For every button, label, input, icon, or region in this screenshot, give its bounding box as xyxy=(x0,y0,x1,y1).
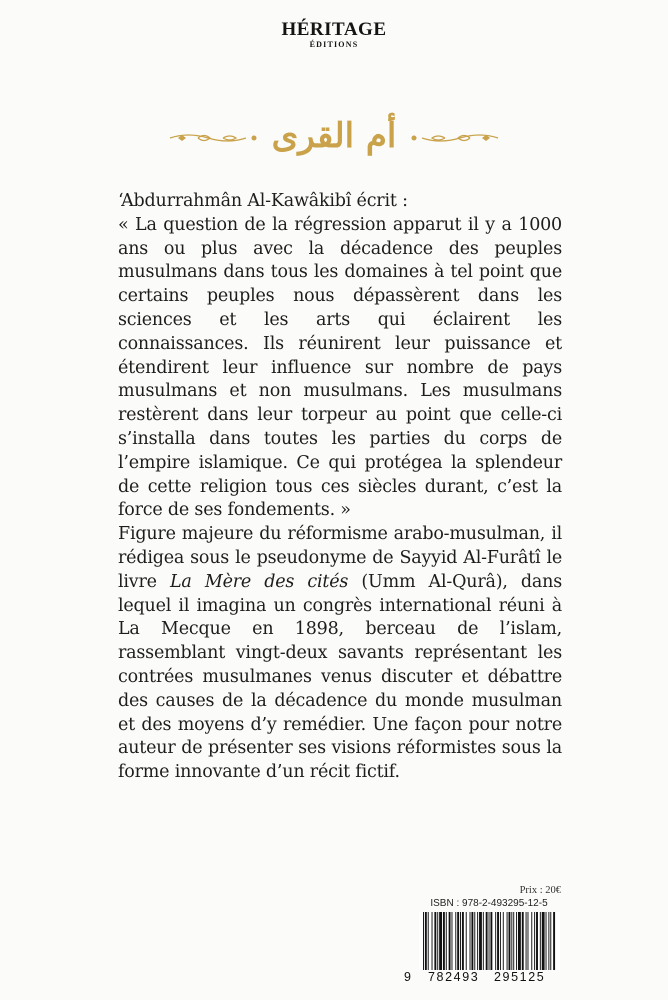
barcode-bar xyxy=(509,912,511,970)
barcode-bar xyxy=(437,912,438,970)
barcode-bar xyxy=(546,912,547,970)
description-end: (Umm Al-Qurâ), dans lequel il imagina un congrès international réuni à La Mecque en 1898, berceau de l’islam, rassemblant vingt-deux savants représentant les contrées musulmanes venus discuter et débattre des causes de la décadence du monde musulman et des moyens d’y remédier. Une façon pour notre auteur de présenter ses visions réformistes sous la forme innovante d’un récit fictif. xyxy=(118,571,562,783)
quote-paragraph: « La question de la régression apparut il y a 1000 ans ou plus avec la décadence des peuples musulmans dans tous les domaines à tel point que certains peuples nous dépassèrent dans les sciences et les arts qui éclairent les connaissances. Ils réunirent leur puissance et étendirent leur influence sur nombre de pays musulmans et non musulmans. Les musulmans restèrent dans leur torpeur au point que celle-ci s’installa dans toutes les parties du corps de l’empire islamique. Ce qui protégea la splendeur de cette religion tous ces siècles durant, c’est la force de ses fondements. » xyxy=(118,214,562,521)
barcode-bar xyxy=(550,912,551,970)
barcode-bar xyxy=(516,912,517,970)
barcode-bar xyxy=(553,912,555,970)
description-paragraph xyxy=(118,523,562,785)
barcode-bar xyxy=(452,912,453,970)
barcode-bar xyxy=(497,912,499,970)
barcode-bar xyxy=(486,912,488,970)
barcode-bar xyxy=(534,912,535,970)
book-title-italic: La Mère des cités xyxy=(170,571,349,592)
barcode-right-digits: 295125 xyxy=(494,970,546,984)
barcode-bar xyxy=(513,912,514,970)
publisher-logo xyxy=(0,20,668,50)
barcode-bar xyxy=(531,912,532,970)
right-flourish-icon xyxy=(408,130,500,146)
barcode-bar xyxy=(495,912,496,970)
title-ornament xyxy=(0,110,668,170)
barcode-bar xyxy=(470,912,471,970)
description-start: Figure majeure du réformisme arabo-musulman, il rédigea sous le pseudonyme de Sayyid Al-Furâtî le livre xyxy=(118,524,562,592)
barcode-bar xyxy=(449,912,451,970)
arabic-title: أم القرى xyxy=(271,116,397,156)
barcode-bar xyxy=(536,912,538,970)
publisher-subtitle: ÉDITIONS xyxy=(309,40,359,49)
barcode xyxy=(419,912,560,970)
price-label: Prix : 20€ xyxy=(519,885,561,896)
barcode-bar xyxy=(471,912,473,970)
isbn-label: ISBN : 978-2-493295-12-5 xyxy=(430,898,548,909)
barcode-bar xyxy=(457,912,459,970)
barcode-bar xyxy=(511,912,512,970)
barcode-bar xyxy=(428,912,429,970)
barcode-bar xyxy=(540,912,541,970)
barcode-left-digits: 782493 xyxy=(428,970,480,984)
barcode-bar xyxy=(483,912,484,970)
barcode-bar xyxy=(462,912,464,970)
barcode-bar xyxy=(432,912,433,970)
barcode-bar xyxy=(474,912,475,970)
barcode-bar xyxy=(522,912,524,970)
barcode-bar xyxy=(542,912,545,970)
barcode-bar xyxy=(434,912,436,970)
barcode-bar xyxy=(466,912,467,970)
barcode-bar xyxy=(446,912,447,970)
barcode-bar xyxy=(507,912,508,970)
intro-line: ‘Abdurrahmân Al-Kawâkibî écrit : xyxy=(118,191,408,211)
barcode-lead-digit: 9 xyxy=(404,970,413,984)
barcode-bar xyxy=(425,912,427,970)
back-cover-text xyxy=(118,190,562,785)
barcode-bar xyxy=(479,912,482,970)
barcode-bar xyxy=(477,912,478,970)
barcode-bar xyxy=(526,912,527,970)
barcode-bar xyxy=(455,912,456,970)
barcode-bar xyxy=(490,912,492,970)
barcode-bar xyxy=(528,912,529,970)
publisher-name: HÉRITAGE xyxy=(281,19,387,40)
barcode-bar xyxy=(460,912,461,970)
barcode-bar xyxy=(503,912,504,970)
barcode-bar xyxy=(423,912,424,970)
barcode-bar xyxy=(439,912,442,970)
barcode-bar xyxy=(489,912,490,970)
barcode-bar xyxy=(548,912,549,970)
barcode-bar xyxy=(500,912,501,970)
barcode-bar xyxy=(518,912,521,970)
barcode-bar xyxy=(443,912,445,970)
